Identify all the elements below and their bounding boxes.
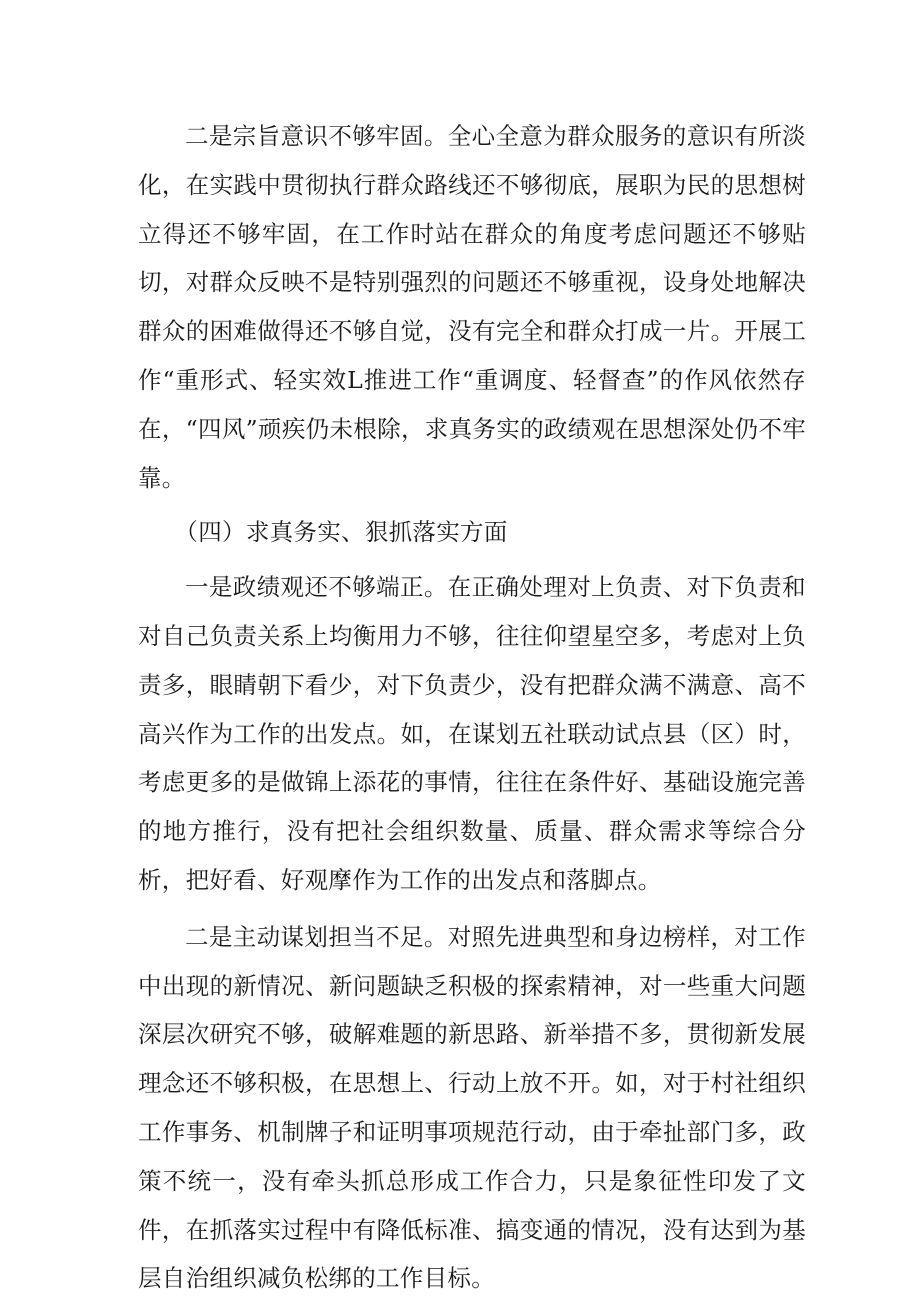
paragraph-performance-view: 一是政绩观还不够端正。在正确处理对上负责、对下负责和对自己负责关系上均衡用力不够，往往仰望星空多，考虑对上负责多，眼睛朝下看少，对下负责少，没有把群众满不满意、高不高兴作为工作的出发点。如，在谋划五社联动试点县（区）时，考虑更多的是做锦上添花的事情，往往在条件好、基础设施完善的地方推行，没有把社会组织数量、质量、群众需求等综合分析，把好看、好观摩作为工作的出发点和落脚点。 — [138, 573, 806, 894]
document-body — [138, 112, 806, 1303]
paragraph-initiative-planning: 二是主动谋划担当不足。对照先进典型和身边榜样，对工作中出现的新情况、新问题缺乏积极的探索精神，对一些重大问题深层次研究不够，破解难题的新思路、新举措不多，贯彻新发展理念还不够积极，在思想上、行动上放不开。如，对于村社组织工作事务、机制牌子和证明事项规范行动，由于牵扯部门多，政策不统一，没有牵头抓总形成工作合力，只是象征性印发了文件，在抓落实过程中有降低标准、搞变通的情况，没有达到为基层自治组织减负松绑的工作目标。 — [138, 922, 806, 1293]
section-heading-practical-work: （四）求真务实、狠抓落实方面 — [174, 518, 508, 547]
paragraph-purpose-awareness: 二是宗旨意识不够牢固。全心全意为群众服务的意识有所淡化，在实践中贯彻执行群众路线还不够彻底，展职为民的思想树立得还不够牢固，在工作时站在群众的角度考虑问题还不够贴切，对群众反映不是特别强烈的问题还不够重视，设身处地解决群众的困难做得还不够自觉，没有完全和群众打成一片。开展工作“重形式、轻实效L推进工作“重调度、轻督查”的作风依然存在，“四风”顽疾仍未根除，求真务实的政绩观在思想深处仍不牢靠。 — [138, 122, 806, 492]
